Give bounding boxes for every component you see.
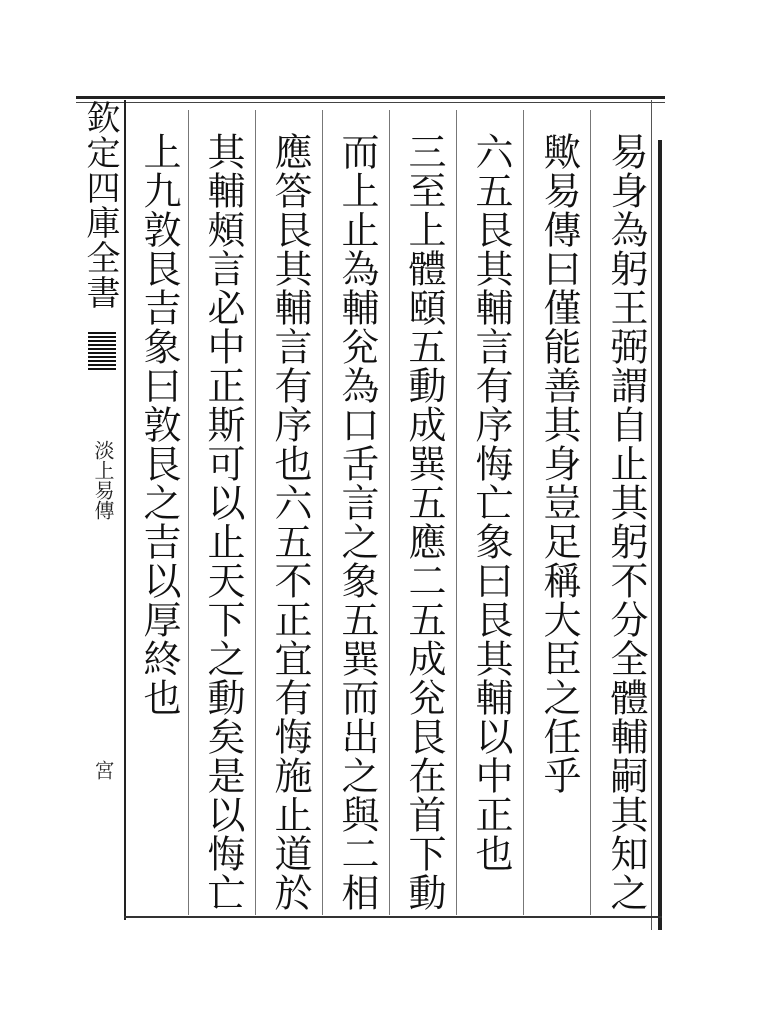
text-column: 歟易傳曰僅能善其身豈足稱大臣之任乎	[537, 132, 581, 795]
column-divider	[389, 110, 390, 915]
text-column: 應答艮其輔言有序也六五不正宜有悔施止道於	[268, 132, 312, 912]
margin-title: 欽定四庫全書	[80, 100, 120, 310]
text-column: 易身為躬王弼謂自止其躬不分全體輔嗣其知之	[604, 132, 648, 912]
margin-fishtail-mark	[88, 330, 116, 370]
top-border-rule	[76, 96, 665, 99]
column-divider	[590, 110, 591, 915]
column-divider	[523, 110, 524, 915]
text-column: 六五艮其輔言有序悔亡象曰艮其輔以中正也	[469, 132, 513, 873]
right-frame-border	[658, 140, 662, 930]
text-column: 其輔頰言必中正斯可以止天下之動矣是以悔亡	[201, 132, 245, 912]
column-divider	[456, 110, 457, 915]
margin-book-title: 淡上易傳	[91, 440, 115, 520]
margin-page-mark: 宮	[91, 760, 115, 780]
column-divider	[188, 110, 189, 915]
column-divider	[322, 110, 323, 915]
top-border-rule-thin	[76, 102, 665, 103]
right-frame-border-thin	[651, 100, 652, 930]
text-column: 上九敦艮吉象曰敦艮之吉以厚終也	[137, 132, 181, 717]
left-frame-border	[124, 100, 126, 920]
bottom-frame-border	[124, 916, 662, 918]
text-column: 而上止為輔兊為口舌言之象五巽而出之與二相	[335, 132, 379, 912]
column-divider	[255, 110, 256, 915]
text-column: 三至上體頤五動成巽五應二五成兊艮在首下動	[402, 132, 446, 912]
